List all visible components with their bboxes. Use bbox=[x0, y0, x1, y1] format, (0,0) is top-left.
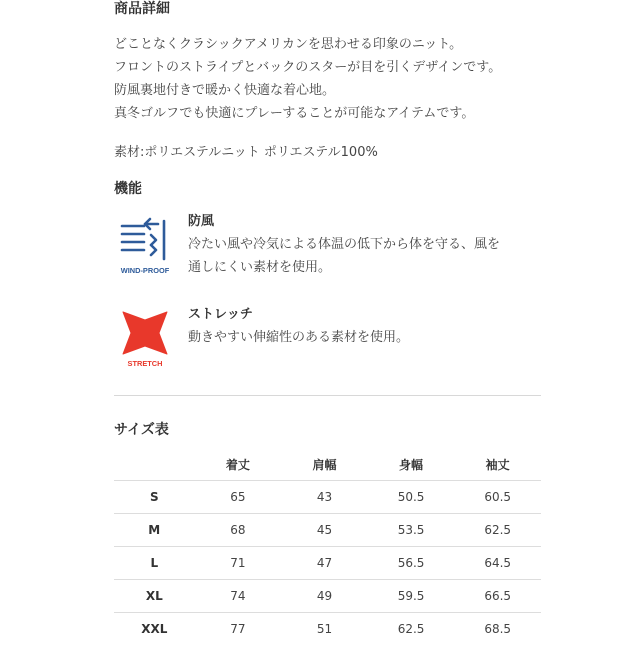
description-line: どことなくクラシックアメリカンを思わせる印象のニット。 bbox=[114, 33, 554, 56]
wind-proof-icon bbox=[114, 213, 176, 277]
material-text: 素材:ポリエステルニット ポリエステル100% bbox=[114, 141, 378, 164]
table-cell: 51 bbox=[281, 613, 368, 645]
table-cell: 43 bbox=[281, 481, 368, 514]
table-cell: 66.5 bbox=[454, 580, 541, 613]
size-table-heading: サイズ表 bbox=[114, 421, 169, 439]
table-cell: 49 bbox=[281, 580, 368, 613]
table-cell: 71 bbox=[195, 547, 282, 580]
size-label: XL bbox=[114, 580, 195, 613]
stretch-icon-label: STRETCH bbox=[128, 359, 163, 368]
table-row bbox=[114, 547, 541, 580]
table-cell: 77 bbox=[195, 613, 282, 645]
table-row bbox=[114, 580, 541, 613]
feature-description-line: 通しにくい素材を使用。 bbox=[188, 256, 548, 279]
table-cell: 62.5 bbox=[368, 613, 455, 645]
feature-stretch bbox=[114, 306, 544, 376]
feature-description bbox=[188, 326, 548, 349]
features-heading: 機能 bbox=[114, 180, 142, 198]
column-header: 肩幅 bbox=[281, 448, 368, 481]
wind-proof-icon-label: WIND-PROOF bbox=[121, 266, 170, 275]
table-row bbox=[114, 514, 541, 547]
table-cell: 53.5 bbox=[368, 514, 455, 547]
table-cell: 59.5 bbox=[368, 580, 455, 613]
product-details-heading: 商品詳細 bbox=[114, 0, 170, 18]
table-cell: 47 bbox=[281, 547, 368, 580]
table-cell: 74 bbox=[195, 580, 282, 613]
table-row bbox=[114, 613, 541, 645]
feature-description-line: 動きやすい伸縮性のある素材を使用。 bbox=[188, 326, 548, 349]
stretch-icon bbox=[114, 306, 176, 370]
table-cell: 68.5 bbox=[454, 613, 541, 645]
table-cell: 64.5 bbox=[454, 547, 541, 580]
table-cell: 60.5 bbox=[454, 481, 541, 514]
column-header: 身幅 bbox=[368, 448, 455, 481]
product-description bbox=[114, 33, 554, 125]
column-header: 着丈 bbox=[195, 448, 282, 481]
feature-title: ストレッチ bbox=[188, 306, 253, 324]
description-line: フロントのストライプとバックのスターが目を引くデザインです。 bbox=[114, 56, 554, 79]
size-label: XXL bbox=[114, 613, 195, 645]
table-cell: 62.5 bbox=[454, 514, 541, 547]
size-label: M bbox=[114, 514, 195, 547]
table-cell: 65 bbox=[195, 481, 282, 514]
feature-description bbox=[188, 233, 548, 279]
size-table-corner bbox=[114, 448, 195, 481]
table-cell: 50.5 bbox=[368, 481, 455, 514]
table-cell: 68 bbox=[195, 514, 282, 547]
feature-title: 防風 bbox=[188, 213, 214, 231]
description-line: 防風裏地付きで暖かく快適な着心地。 bbox=[114, 79, 554, 102]
section-divider bbox=[114, 395, 541, 396]
size-table-header-row bbox=[114, 448, 541, 481]
size-table bbox=[114, 448, 541, 645]
size-label: L bbox=[114, 547, 195, 580]
table-cell: 45 bbox=[281, 514, 368, 547]
size-label: S bbox=[114, 481, 195, 514]
feature-wind-proof bbox=[114, 213, 544, 283]
feature-description-line: 冷たい風や冷気による体温の低下から体を守る、風を bbox=[188, 233, 548, 256]
column-header: 袖丈 bbox=[454, 448, 541, 481]
table-cell: 56.5 bbox=[368, 547, 455, 580]
description-line: 真冬ゴルフでも快適にプレーすることが可能なアイテムです。 bbox=[114, 102, 554, 125]
table-row bbox=[114, 481, 541, 514]
